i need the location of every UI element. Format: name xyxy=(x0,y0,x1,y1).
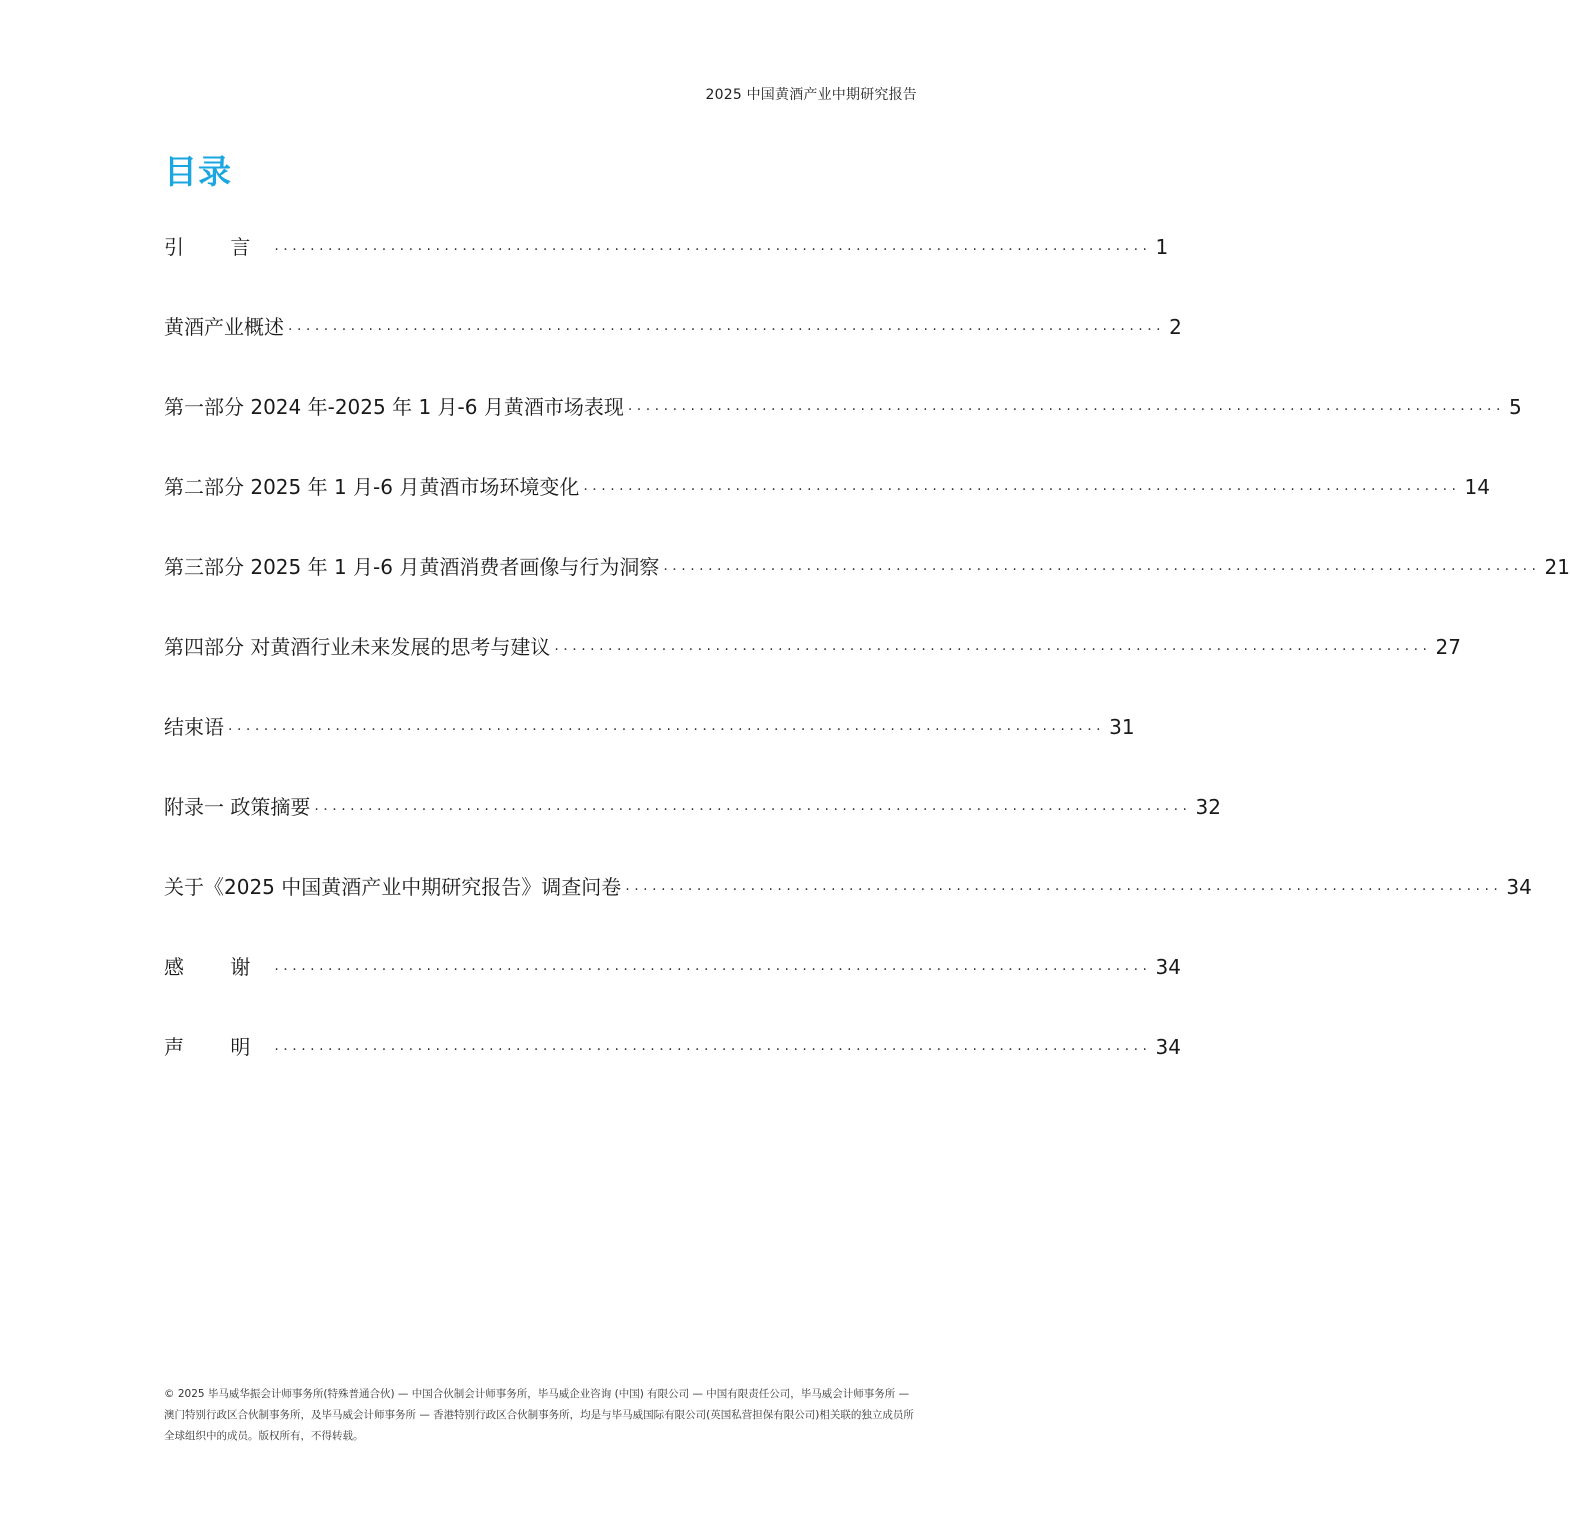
dot-leader: ·································································································· xyxy=(228,722,1106,738)
report-title-header: 2025 中国黄酒产业中期研究报告 xyxy=(705,87,917,103)
dot-leader: ·································································································· xyxy=(625,882,1503,898)
copyright-notice: © 2025 毕马威华振会计师事务所(特殊普通合伙) — 中国合伙制会计师事务所，毕马威企业咨询 (中国) 有限公司 — 中国有限责任公司，毕马威会计师事务所 — 澳门特别行政区合伙制事务所，及毕马威会计师事务所 — 香港特别行政区合伙制事务所，均是与毕马威国际有限公司(英国私营担保有限公司)相关联的独立成员所全球组织中的成员。版权所有，不得转载。 xyxy=(164,1388,914,1442)
toc-entry-part-two[interactable] xyxy=(164,467,1490,547)
toc-entry-page: 27 xyxy=(1435,635,1461,659)
toc-entry-page: 5 xyxy=(1508,395,1522,419)
dot-leader: ·································································································· xyxy=(274,1042,1152,1058)
toc-entry-part-one[interactable] xyxy=(164,387,1522,467)
dot-leader: ·································································································· xyxy=(288,322,1166,338)
dot-leader: ·································································································· xyxy=(274,962,1152,978)
toc-entry-label: 第二部分 2025 年 1 月-6 月黄酒市场环境变化 xyxy=(164,475,580,499)
toc-heading: 目录 xyxy=(164,152,232,191)
toc-entry-label: 黄酒产业概述 xyxy=(164,315,284,339)
dot-leader: ·································································································· xyxy=(627,402,1505,418)
toc-entry-label: 附录一 政策摘要 xyxy=(164,795,311,819)
dot-leader: ·································································································· xyxy=(554,642,1432,658)
toc-entry-page: 32 xyxy=(1195,795,1221,819)
toc-entry-page: 34 xyxy=(1506,875,1532,899)
toc-entry-acknowledgements[interactable] xyxy=(164,947,1181,1027)
toc-entry-label: 引 言 xyxy=(164,235,271,259)
toc-entry-label: 第一部分 2024 年-2025 年 1 月-6 月黄酒市场表现 xyxy=(164,395,624,419)
toc-entry-page: 14 xyxy=(1464,475,1490,499)
toc-entry-page: 34 xyxy=(1155,955,1181,979)
toc-entry-label: 结束语 xyxy=(164,715,224,739)
toc-entry-conclusion[interactable] xyxy=(164,707,1135,787)
dot-leader: ·································································································· xyxy=(314,802,1192,818)
toc-entry-part-four[interactable] xyxy=(164,627,1461,707)
table-of-contents xyxy=(164,227,1570,1107)
toc-entry-page: 2 xyxy=(1169,315,1182,339)
toc-entry-label: 第四部分 对黄酒行业未来发展的思考与建议 xyxy=(164,635,551,659)
dot-leader: ·································································································· xyxy=(274,242,1152,258)
dot-leader: ·································································································· xyxy=(663,562,1541,578)
toc-entry-industry-overview[interactable] xyxy=(164,307,1182,387)
toc-entry-questionnaire[interactable] xyxy=(164,867,1532,947)
toc-entry-page: 31 xyxy=(1109,715,1135,739)
toc-entry-appendix-one[interactable] xyxy=(164,787,1221,867)
dot-leader: ·································································································· xyxy=(583,482,1461,498)
toc-entry-page: 34 xyxy=(1155,1035,1181,1059)
toc-entry-statement[interactable] xyxy=(164,1027,1181,1107)
toc-entry-label: 声 明 xyxy=(164,1035,271,1059)
toc-entry-page: 21 xyxy=(1544,555,1570,579)
toc-entry-page: 1 xyxy=(1155,235,1169,259)
toc-entry-label: 感 谢 xyxy=(164,955,271,979)
toc-entry-introduction[interactable] xyxy=(164,227,1169,307)
toc-entry-label: 第三部分 2025 年 1 月-6 月黄酒消费者画像与行为洞察 xyxy=(164,555,660,579)
toc-entry-part-three[interactable] xyxy=(164,547,1570,627)
toc-entry-label: 关于《2025 中国黄酒产业中期研究报告》调查问卷 xyxy=(164,875,622,899)
